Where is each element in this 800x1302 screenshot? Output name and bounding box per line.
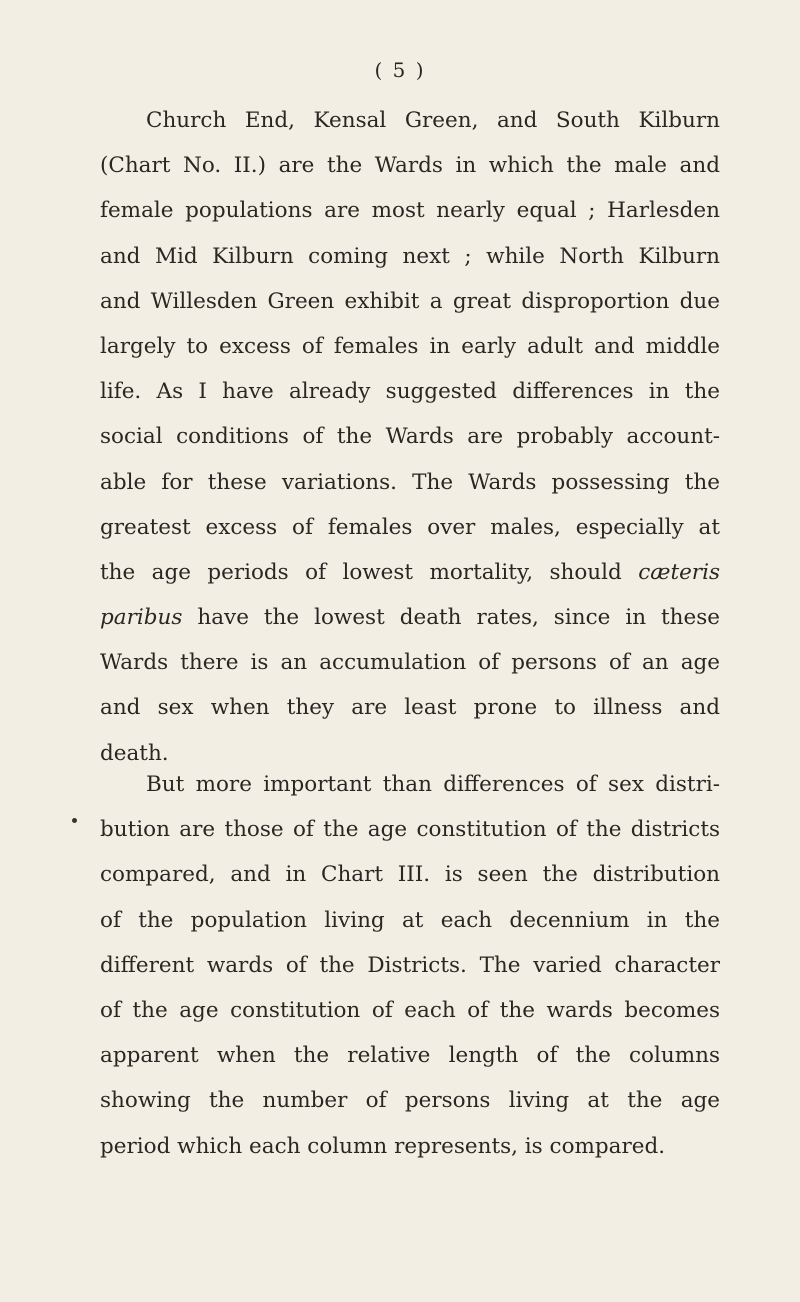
stray-mark	[72, 818, 77, 823]
text-line: and Willesden Green exhibit a great disproportion due	[100, 288, 720, 314]
text-line: of the population living at each decennium in the	[100, 907, 720, 933]
paragraph-wards-sex-distribution	[100, 98, 720, 776]
text-line: and Mid Kilburn coming next ; while North Kilburn	[100, 243, 720, 269]
text-line: period which each column represents, is compared.	[100, 1133, 666, 1159]
text-line-with-italic	[100, 550, 720, 595]
text-line: apparent when the relative length of the columns	[100, 1043, 720, 1069]
text-line: able for these variations. The Wards possessing the	[100, 469, 720, 495]
text-line-with-italic	[100, 595, 720, 640]
text-line: life. As I have already suggested differences in the	[100, 379, 720, 405]
text-line: compared, and in Chart III. is seen the distribution	[100, 862, 720, 888]
text-line: death.	[100, 740, 169, 766]
text-line: largely to excess of females in early adult and middle	[100, 333, 720, 359]
text-line: social conditions of the Wards are probably account-	[100, 424, 720, 450]
text-line: different wards of the Districts. The varied character	[100, 952, 720, 978]
text-segment: the age periods of lowest mortality, should	[100, 559, 639, 585]
text-segment: have the lowest death rates, since in these	[182, 605, 720, 631]
text-line: (Chart No. II.) are the Wards in which the male and	[100, 153, 720, 179]
text-line: greatest excess of females over males, especially at	[100, 514, 720, 540]
text-line: female populations are most nearly equal ; Harlesden	[100, 198, 720, 224]
italic-phrase: paribus	[100, 605, 183, 631]
italic-phrase: cæteris	[638, 559, 720, 585]
paragraph-age-constitution	[100, 762, 720, 1169]
text-line: But more important than differences of sex distri-	[146, 772, 720, 797]
text-line: Wards there is an accumulation of persons of an age	[100, 650, 720, 676]
text-line: showing the number of persons living at the age	[100, 1088, 720, 1114]
text-line: and sex when they are least prone to illness and	[100, 695, 720, 721]
text-line: of the age constitution of each of the wards becomes	[100, 997, 720, 1023]
text-line: Church End, Kensal Green, and South Kilburn	[146, 108, 720, 133]
page-number: ( 5 )	[374, 58, 426, 82]
text-line: bution are those of the age constitution of the districts	[100, 817, 720, 843]
